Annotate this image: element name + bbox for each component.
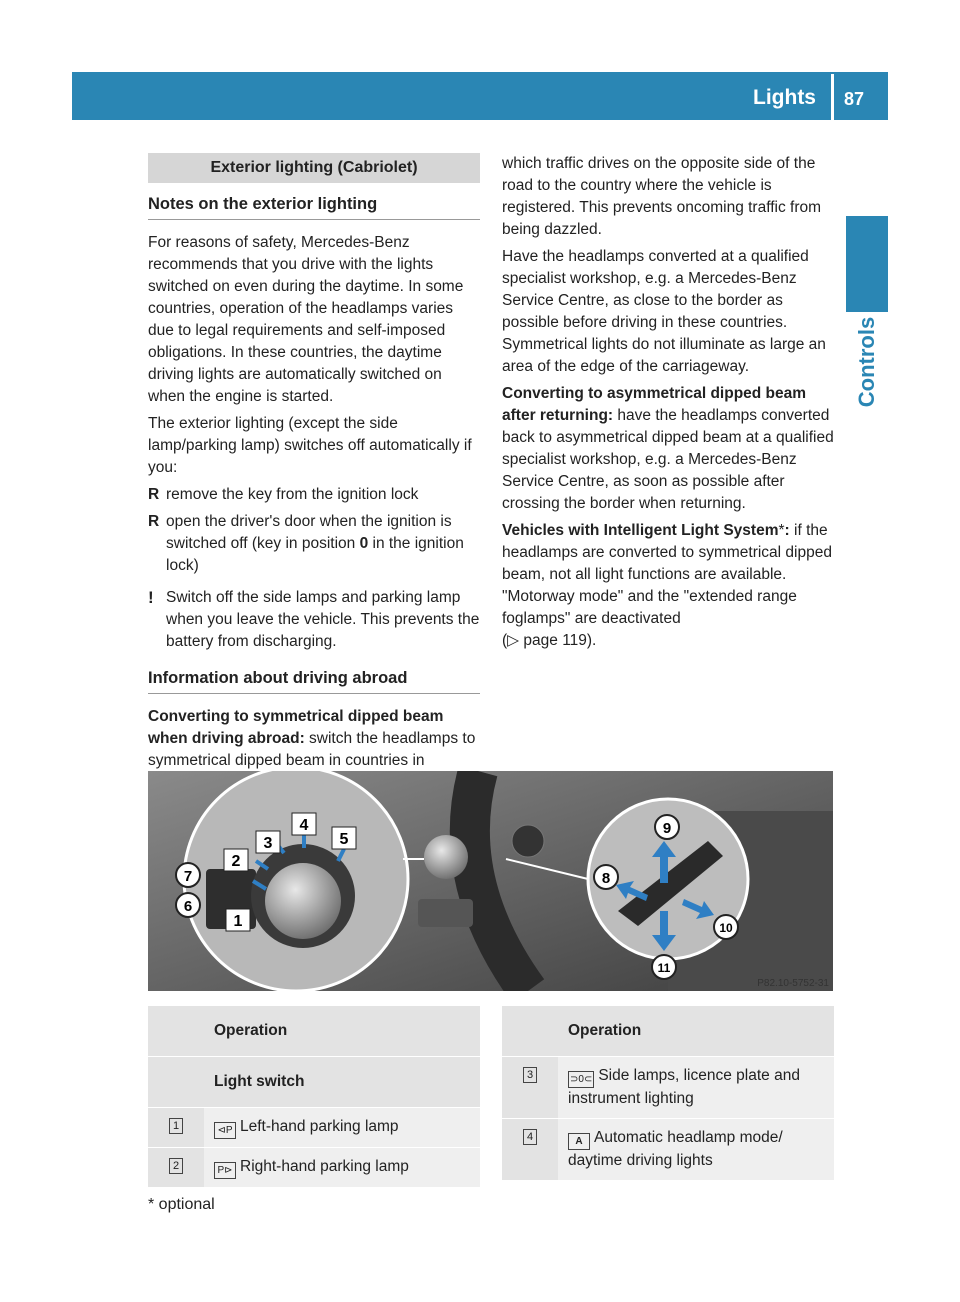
callout-10-label: 10 <box>719 921 733 935</box>
table-row-value <box>204 1108 480 1148</box>
side-lamps-icon: ⊃0⊂ <box>568 1071 594 1088</box>
ils-colon: : <box>784 522 790 539</box>
table-row <box>148 1148 480 1188</box>
notes-paragraph-1: For reasons of safety, Mercedes-Benz recommends that you drive with the lights switched on even during the daytime. In some countries, operation of the headlamps varies due to legal requirements and self-imposed obligations. In these countries, the daytime driving lights are automatically switched on when the engine is started. <box>148 234 464 405</box>
abroad-heading: Information about driving abroad <box>148 667 480 694</box>
ils-text: if the headlamps are converted to symmetrical dipped beam, not all light functions are available. "Motorway mode" and the "extended range foglamps" are deactivated <box>502 522 832 627</box>
bullet-mark: R <box>148 486 160 503</box>
warning-note <box>148 587 480 653</box>
asym-text: have the headlamps converted back to asymmetrical dipped beam at a qualified specialist workshop, e.g. a Mercedes-Benz Service Centre, as soon as possible after crossing the border when returning. <box>502 407 834 512</box>
table-row-value <box>558 1057 834 1119</box>
right-paragraph-1: which traffic drives on the opposite side of the road to the country where the vehicle is registered. This prevents oncoming traffic from being dazzled. <box>502 155 822 238</box>
side-tab-label-wrap <box>846 312 888 412</box>
table-row <box>502 1119 834 1181</box>
callout-7-label: 7 <box>183 868 193 885</box>
callout-9-label: 9 <box>662 820 672 837</box>
table-row <box>502 1057 834 1119</box>
page-number: 87 <box>844 89 865 109</box>
key-box: 2 <box>169 1158 183 1174</box>
controls-figure <box>148 771 833 991</box>
callout-11-label: 11 <box>657 961 671 975</box>
ils-paragraph: Vehicles with Intelligent Light System*: if the headlamps are converted to symmetrical dipped beam, not all light functions are available. "Motorway mode" and the "extended range foglamps" are deactivated (▷ page 119). <box>502 522 832 649</box>
callout-2-label: 2 <box>231 853 241 870</box>
right-parking-lamp-icon: P⊳ <box>214 1162 236 1179</box>
callout-8-label: 8 <box>601 870 611 887</box>
light-switch-knob <box>265 863 341 939</box>
key-box: 3 <box>523 1067 537 1083</box>
notes-paragraph-2: The exterior lighting (except the side lamp/parking lamp) switches off automatically if you: <box>148 415 472 476</box>
bullet-text-end: in the ignition lock) <box>166 535 464 574</box>
row-text: Left-hand parking lamp <box>240 1118 399 1135</box>
side-tab <box>846 216 888 312</box>
warning-icon: ! <box>148 588 154 607</box>
left-column <box>148 153 480 777</box>
table-header-key <box>148 1006 204 1057</box>
table-row-key <box>502 1119 558 1181</box>
bullet-text: remove the key from the ignition lock <box>166 486 419 503</box>
bullet-text: open the driver's door when the ignition is switched off (key in position <box>166 513 452 552</box>
callout-1-label: 1 <box>233 913 243 930</box>
table-row-value <box>558 1119 834 1181</box>
symmetric-label: Converting to symmetrical dipped beam when driving abroad: <box>148 708 444 747</box>
table-header-row <box>148 1006 480 1057</box>
table-row-key <box>502 1057 558 1119</box>
ils-label: Vehicles with Intelligent Light System <box>502 522 779 539</box>
page-ref-arrow-icon: ▷ <box>507 632 520 649</box>
row-text: Automatic headlamp mode/ daytime driving lights <box>568 1129 783 1169</box>
figure-code: P82.10-5752-31 <box>757 978 829 989</box>
key-position: 0 <box>359 535 369 552</box>
key-box: 4 <box>523 1129 537 1145</box>
callout-3-label: 3 <box>263 835 273 852</box>
table-subheader-key <box>148 1057 204 1108</box>
table-row-key <box>148 1108 204 1148</box>
asym-paragraph <box>502 383 834 515</box>
operation-table-left <box>148 1006 480 1188</box>
ignition-lock <box>418 899 473 927</box>
table-row-value <box>204 1148 480 1188</box>
left-parking-lamp-icon: ⊲P <box>214 1122 236 1139</box>
operation-table-right <box>502 1006 834 1181</box>
callout-6-label: 6 <box>183 898 193 915</box>
table-header: Operation <box>558 1006 834 1057</box>
list-item <box>148 484 480 506</box>
header-separator <box>831 74 834 120</box>
page-reference[interactable]: page 119). <box>519 632 597 649</box>
warning-text: Switch off the side lamps and parking lamp when you leave the vehicle. This prevents the battery from discharging. <box>166 589 480 650</box>
footnote: * optional <box>148 1196 215 1213</box>
table-subheader: Light switch <box>204 1057 480 1108</box>
table-header-key <box>502 1006 558 1057</box>
table-row-key <box>148 1148 204 1188</box>
symmetric-paragraph <box>148 706 480 772</box>
table-row <box>148 1108 480 1148</box>
optional-star: * <box>778 522 785 539</box>
callout-4-label: 4 <box>299 817 309 834</box>
row-text: Right-hand parking lamp <box>240 1158 409 1175</box>
table-subheader-row <box>148 1057 480 1108</box>
asym-label: Converting to asymmetrical dipped beam after returning: <box>502 385 807 424</box>
right-column <box>502 153 834 657</box>
bullet-mark: R <box>148 513 160 530</box>
figure-svg <box>148 771 833 991</box>
steering-wheel-buttons <box>512 825 544 857</box>
header-title: Lights <box>753 86 816 109</box>
auto-headlamp-icon: A <box>568 1133 590 1150</box>
table-header: Operation <box>204 1006 480 1057</box>
symmetric-text: switch the headlamps to symmetrical dipped beam in countries in <box>148 730 476 769</box>
table-header-row <box>502 1006 834 1057</box>
section-title: Exterior lighting (Cabriolet) <box>148 153 480 183</box>
side-tab-label: Controls <box>854 316 879 408</box>
callout-5-label: 5 <box>339 831 349 848</box>
light-switch-small <box>424 835 468 879</box>
list-item <box>148 511 480 577</box>
right-paragraph-2: Have the headlamps converted at a qualified specialist workshop, e.g. a Mercedes-Benz Service Centre, as close to the border as possible before driving in these countries. Symmetrical lights do not illuminate as large an area of the edge of the carriageway. <box>502 248 826 375</box>
notes-heading: Notes on the exterior lighting <box>148 193 480 220</box>
key-box: 1 <box>169 1118 183 1134</box>
row-text: Side lamps, licence plate and instrument lighting <box>568 1067 800 1107</box>
